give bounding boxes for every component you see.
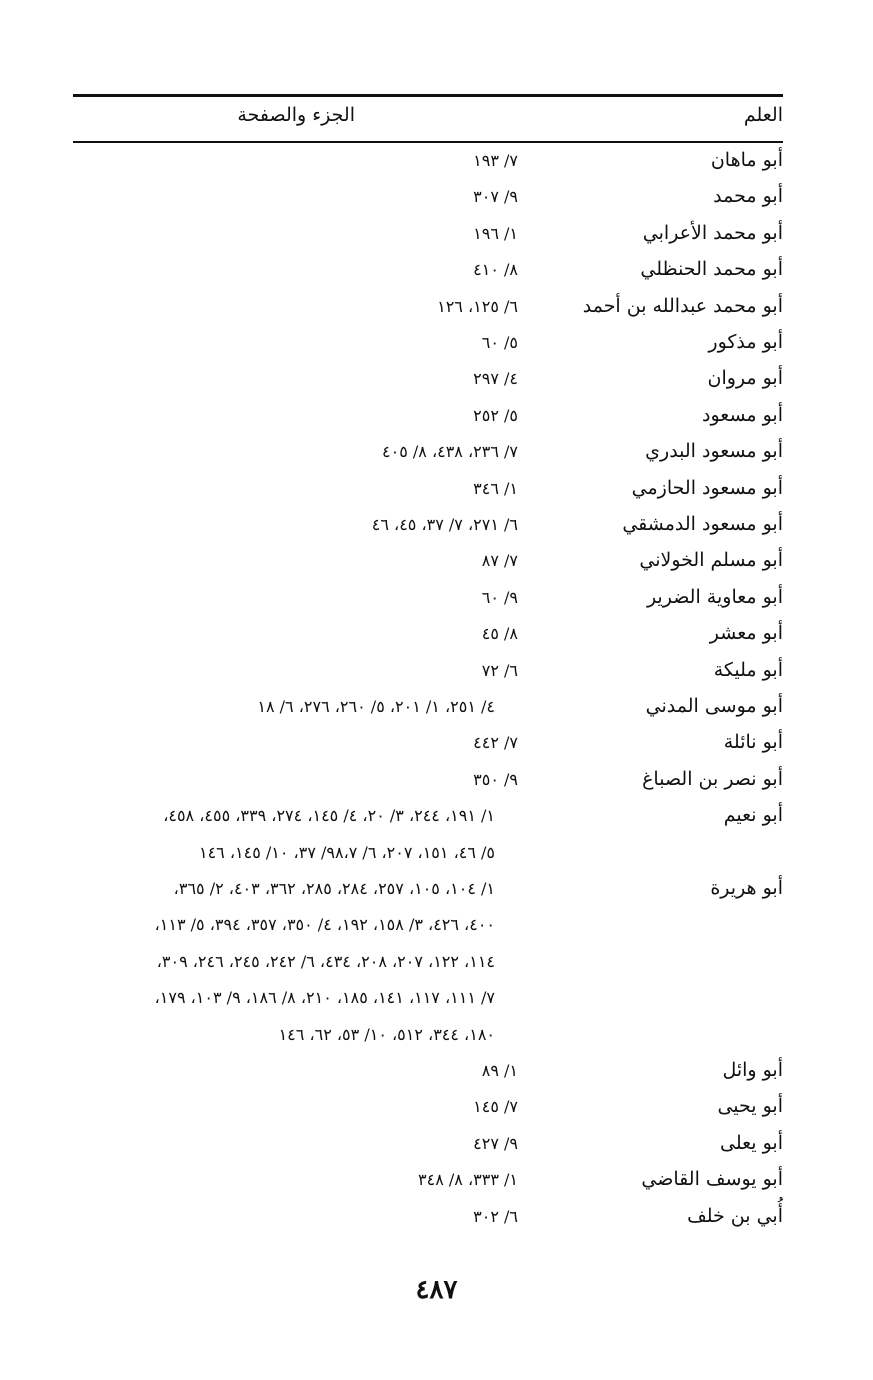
page-number: ٤٨٧: [415, 1275, 458, 1305]
entry-name: أبو محمد الأعرابي: [642, 221, 783, 244]
entry-references: ١٨٠، ٣٤٤، ٥١٢، ١٠/ ٥٣، ٦٢، ١٤٦: [278, 1024, 495, 1044]
entry-references: ٧/ ٤٤٢: [473, 733, 518, 753]
index-row: [73, 252, 783, 288]
reference-column-header: الجزء والصفحة: [237, 104, 355, 126]
entry-name: أبو وائل: [722, 1059, 783, 1081]
entry-name: أبو هريرة: [710, 877, 783, 899]
entry-name: أبو يوسف القاضي: [641, 1168, 783, 1191]
index-row: [73, 1017, 783, 1053]
entry-references: ٦/ ٢٧١، ٧/ ٣٧، ٤٥، ٤٦: [371, 515, 518, 534]
entry-references: ٥/ ٦٠: [481, 333, 518, 352]
entry-name: أبو نصر بن الصباغ: [642, 767, 783, 790]
entry-references: ٩/ ٣٥٠: [473, 769, 518, 789]
entry-name: أبو مروان: [707, 367, 783, 390]
entry-references: ٩/ ٦٠: [481, 587, 518, 607]
entry-references: ٨/ ٤١٠: [473, 260, 518, 280]
entry-name: أبو مسعود: [702, 403, 783, 426]
entry-name: أبو مسلم الخولاني: [639, 549, 783, 572]
entry-name: أبو معشر: [709, 622, 783, 645]
entry-references: ٤٠٠، ٤٢٦، ٣/ ١٥٨، ١٩٢، ٤/ ٣٥٠، ٣٥٧، ٣٩٤، ٥/ ١١٣،: [154, 915, 495, 935]
entry-references: ٩/ ٤٢٧: [473, 1133, 518, 1153]
index-row: [73, 1053, 783, 1089]
top-rule: [73, 94, 783, 97]
index-row: [73, 616, 783, 652]
entry-references: ١١٤، ١٢٢، ٢٠٧، ٢٠٨، ٤٣٤، ٦/ ٢٤٢، ٢٤٥، ٢٤٦، ٣٠٩،: [156, 951, 495, 971]
entry-references: ٦/ ٣٠٢: [473, 1206, 518, 1226]
entry-references: ٩/ ٣٠٧: [473, 187, 518, 207]
index-row: [73, 434, 783, 470]
index-row: [73, 1162, 783, 1198]
entry-name: أُبي بن خلف: [687, 1204, 783, 1227]
entry-references: ٧/ ١٩٣: [473, 151, 518, 170]
entry-references: ١/ ١٩١، ٢٤٤، ٣/ ٢٠، ٤/ ١٤٥، ٢٧٤، ٣٣٩، ٤٥٥، ٤٥٨،: [163, 806, 495, 826]
index-row: [73, 762, 783, 798]
index-row: [73, 289, 783, 325]
entry-name: أبو ماهان: [710, 149, 783, 171]
entry-references: ١/ ١٠٤، ١٠٥، ٢٥٧، ٢٨٤، ٢٨٥، ٣٦٢، ٤٠٣، ٢/ ٣٦٥،: [173, 879, 495, 898]
entry-name: أبو محمد الحنظلي: [640, 258, 783, 281]
entry-references: ١/ ٣٤٦: [473, 478, 518, 498]
entry-name: أبو محمد عبدالله بن أحمد: [582, 294, 783, 317]
index-row: [73, 179, 783, 215]
index-row: [73, 325, 783, 361]
index-row: [73, 1089, 783, 1125]
index-row: [73, 725, 783, 761]
entry-references: ٧/ ١٤٥: [473, 1097, 518, 1117]
index-row: [73, 835, 783, 871]
entry-references: ٦/ ١٢٥، ١٢٦: [437, 296, 518, 316]
entry-references: ٥/ ٤٦، ١٥١، ٢٠٧، ٦/ ٩٨،٧/ ٣٧، ١٠/ ١٤٥، ١٤٦: [198, 842, 495, 862]
index-row: [73, 798, 783, 834]
entry-references: ١/ ٣٣٣، ٨/ ٣٤٨: [418, 1170, 518, 1190]
entry-name: أبو موسى المدني: [645, 695, 783, 717]
index-row: [73, 907, 783, 943]
entry-name: أبو مسعود الدمشقي: [622, 513, 783, 535]
index-row: [73, 580, 783, 616]
entry-name: أبو يعلى: [719, 1131, 783, 1154]
index-row: [73, 143, 783, 179]
entry-references: ٧/ ٢٣٦، ٤٣٨، ٨/ ٤٠٥: [382, 442, 518, 462]
entry-name: أبو مسعود البدري: [645, 440, 783, 463]
entry-references: ٤/ ٢٥١، ١/ ٢٠١، ٥/ ٢٦٠، ٢٧٦، ٦/ ١٨: [257, 697, 495, 716]
index-row: [73, 398, 783, 434]
entry-name: أبو مذكور: [708, 331, 783, 353]
index-row: [73, 980, 783, 1016]
index-row: [73, 1199, 783, 1235]
index-row: [73, 871, 783, 907]
entry-name: أبو نائلة: [723, 731, 783, 754]
index-row: [73, 543, 783, 579]
index-row: [73, 361, 783, 397]
entry-references: ٧/ ٨٧: [481, 551, 518, 571]
index-row: [73, 653, 783, 689]
entry-references: ٥/ ٢٥٢: [473, 405, 518, 425]
index-row: [73, 944, 783, 980]
entry-references: ٦/ ٧٢: [481, 660, 518, 680]
index-row: [73, 1126, 783, 1162]
index-row: [73, 507, 783, 543]
entry-references: ١/ ٨٩: [481, 1061, 518, 1080]
entry-name: أبو يحيى: [717, 1095, 783, 1118]
entry-name: أبو نعيم: [723, 804, 783, 827]
entry-name: أبو معاوية الضرير: [646, 585, 783, 608]
entry-references: ٧/ ١١١، ١١٧، ١٤١، ١٨٥، ٢١٠، ٨/ ١٨٦، ٩/ ١٠٣، ١٧٩،: [154, 988, 495, 1008]
index-row: [73, 471, 783, 507]
entry-references: ٤/ ٢٩٧: [473, 369, 518, 389]
index-row: [73, 216, 783, 252]
entry-name: أبو مسعود الحازمي: [631, 476, 783, 499]
name-column-header: العلم: [743, 104, 783, 126]
entry-name: أبو محمد: [713, 185, 783, 208]
index-row: [73, 689, 783, 725]
entry-references: ٨/ ٤٥: [481, 624, 518, 644]
entry-name: أبو مليكة: [713, 658, 783, 681]
entry-references: ١/ ١٩٦: [473, 223, 518, 243]
